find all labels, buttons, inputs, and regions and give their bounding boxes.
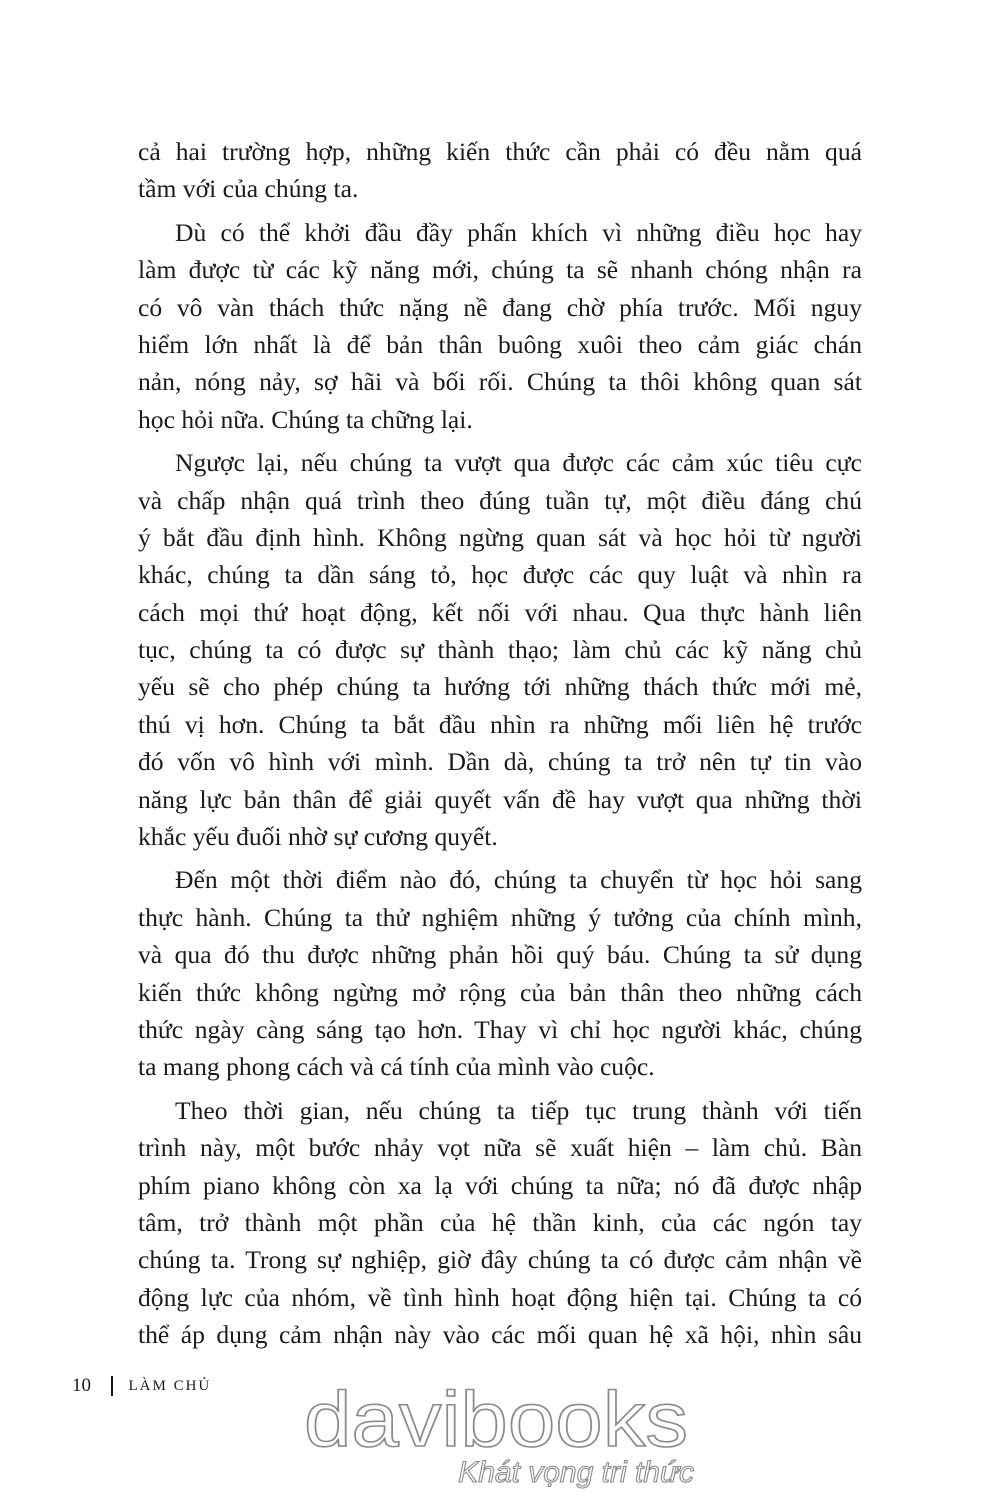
- text-line: thể áp dụng cảm nhận này vào các mối quan hệ xã hội, nhìn sâu: [138, 1320, 862, 1350]
- text-line: ta mang phong cách và cá tính của mình vào cuộc.: [138, 1052, 655, 1082]
- text-line: khắc yếu đuối nhờ sự cương quyết.: [138, 822, 498, 852]
- text-line: Theo thời gian, nếu chúng ta tiếp tục trung thành với tiến: [175, 1095, 862, 1125]
- text-line: làm được từ các kỹ năng mới, chúng ta sẽ nhanh chóng nhận ra: [138, 255, 862, 285]
- text-line: hiểm lớn nhất là để bản thân buông xuôi theo cảm giác chán: [138, 329, 862, 359]
- text-line: Đến một thời điểm nào đó, chúng ta chuyển từ học hỏi sang: [175, 865, 862, 895]
- paragraph: [138, 861, 862, 1085]
- page-footer: [72, 1371, 211, 1401]
- text-line: Ngược lại, nếu chúng ta vượt qua được các cảm xúc tiêu cực: [175, 448, 862, 478]
- running-head: LÀM CHỦ: [128, 1377, 212, 1394]
- text-line: tầm với của chúng ta.: [138, 174, 359, 204]
- paragraph: [138, 133, 862, 208]
- paragraph: [138, 214, 862, 438]
- text-line: cả hai trường hợp, những kiến thức cần phải có đều nằm quá: [138, 137, 862, 166]
- text-line: thú vị hơn. Chúng ta bắt đầu nhìn ra những mối liên hệ trước: [138, 709, 862, 739]
- text-line: ý bắt đầu định hình. Không ngừng quan sát và học hỏi từ người: [138, 522, 862, 552]
- text-line: học hỏi nữa. Chúng ta chững lại.: [138, 404, 473, 434]
- paragraph: [138, 1092, 862, 1354]
- page-number: 10: [72, 1375, 91, 1396]
- text-line: thực hành. Chúng ta thử nghiệm những ý tưởng của chính mình,: [138, 902, 862, 932]
- text-line: phím piano không còn xa lạ với chúng ta nữa; nó đã được nhập: [138, 1170, 862, 1200]
- text-line: tâm, trở thành một phần của hệ thần kinh, của các ngón tay: [138, 1207, 862, 1237]
- text-line: có vô vàn thách thức nặng nề đang chờ phía trước. Mối nguy: [138, 292, 862, 322]
- text-line: thức ngày càng sáng tạo hơn. Thay vì chỉ học người khác, chúng: [138, 1014, 862, 1044]
- paragraph: [138, 444, 862, 855]
- text-line: đó vốn vô hình với mình. Dần dà, chúng ta trở nên tự tin vào: [138, 747, 862, 777]
- text-line: yếu sẽ cho phép chúng ta hướng tới những thách thức mới mẻ,: [138, 672, 862, 702]
- watermark-tagline: Khát vọng tri thức: [458, 1456, 694, 1489]
- text-line: và chấp nhận quá trình theo đúng tuần tự, một điều đáng chú: [138, 485, 862, 515]
- text-line: khác, chúng ta dần sáng tỏ, học được các quy luật và nhìn ra: [138, 560, 862, 590]
- watermark-brand: davibooks: [304, 1380, 688, 1463]
- text-line: động lực của nhóm, về tình hình hoạt động hiện tại. Chúng ta có: [138, 1282, 862, 1312]
- text-line: nản, nóng nảy, sợ hãi và bối rối. Chúng ta thôi không quan sát: [138, 367, 862, 397]
- text-line: tục, chúng ta có được sự thành thạo; làm chủ các kỹ năng chủ: [138, 635, 862, 665]
- text-line: trình này, một bước nhảy vọt nữa sẽ xuất hiện – làm chủ. Bàn: [138, 1133, 862, 1163]
- text-line: năng lực bản thân để giải quyết vấn đề hay vượt qua những thời: [138, 784, 862, 814]
- text-line: và qua đó thu được những phản hồi quý báu. Chúng ta sử dụng: [138, 940, 862, 970]
- body-text: [138, 133, 862, 1360]
- watermark-graphic: [296, 1380, 716, 1492]
- text-line: chúng ta. Trong sự nghiệp, giờ đây chúng ta có được cảm nhận về: [138, 1245, 862, 1275]
- text-line: kiến thức không ngừng mở rộng của bản thân theo những cách: [138, 977, 862, 1007]
- text-line: cách mọi thứ hoạt động, kết nối với nhau. Qua thực hành liên: [138, 597, 862, 627]
- publisher-watermark: [296, 1380, 716, 1492]
- text-line: Dù có thể khởi đầu đầy phấn khích vì những điều học hay: [175, 217, 862, 247]
- footer-divider: [111, 1376, 113, 1396]
